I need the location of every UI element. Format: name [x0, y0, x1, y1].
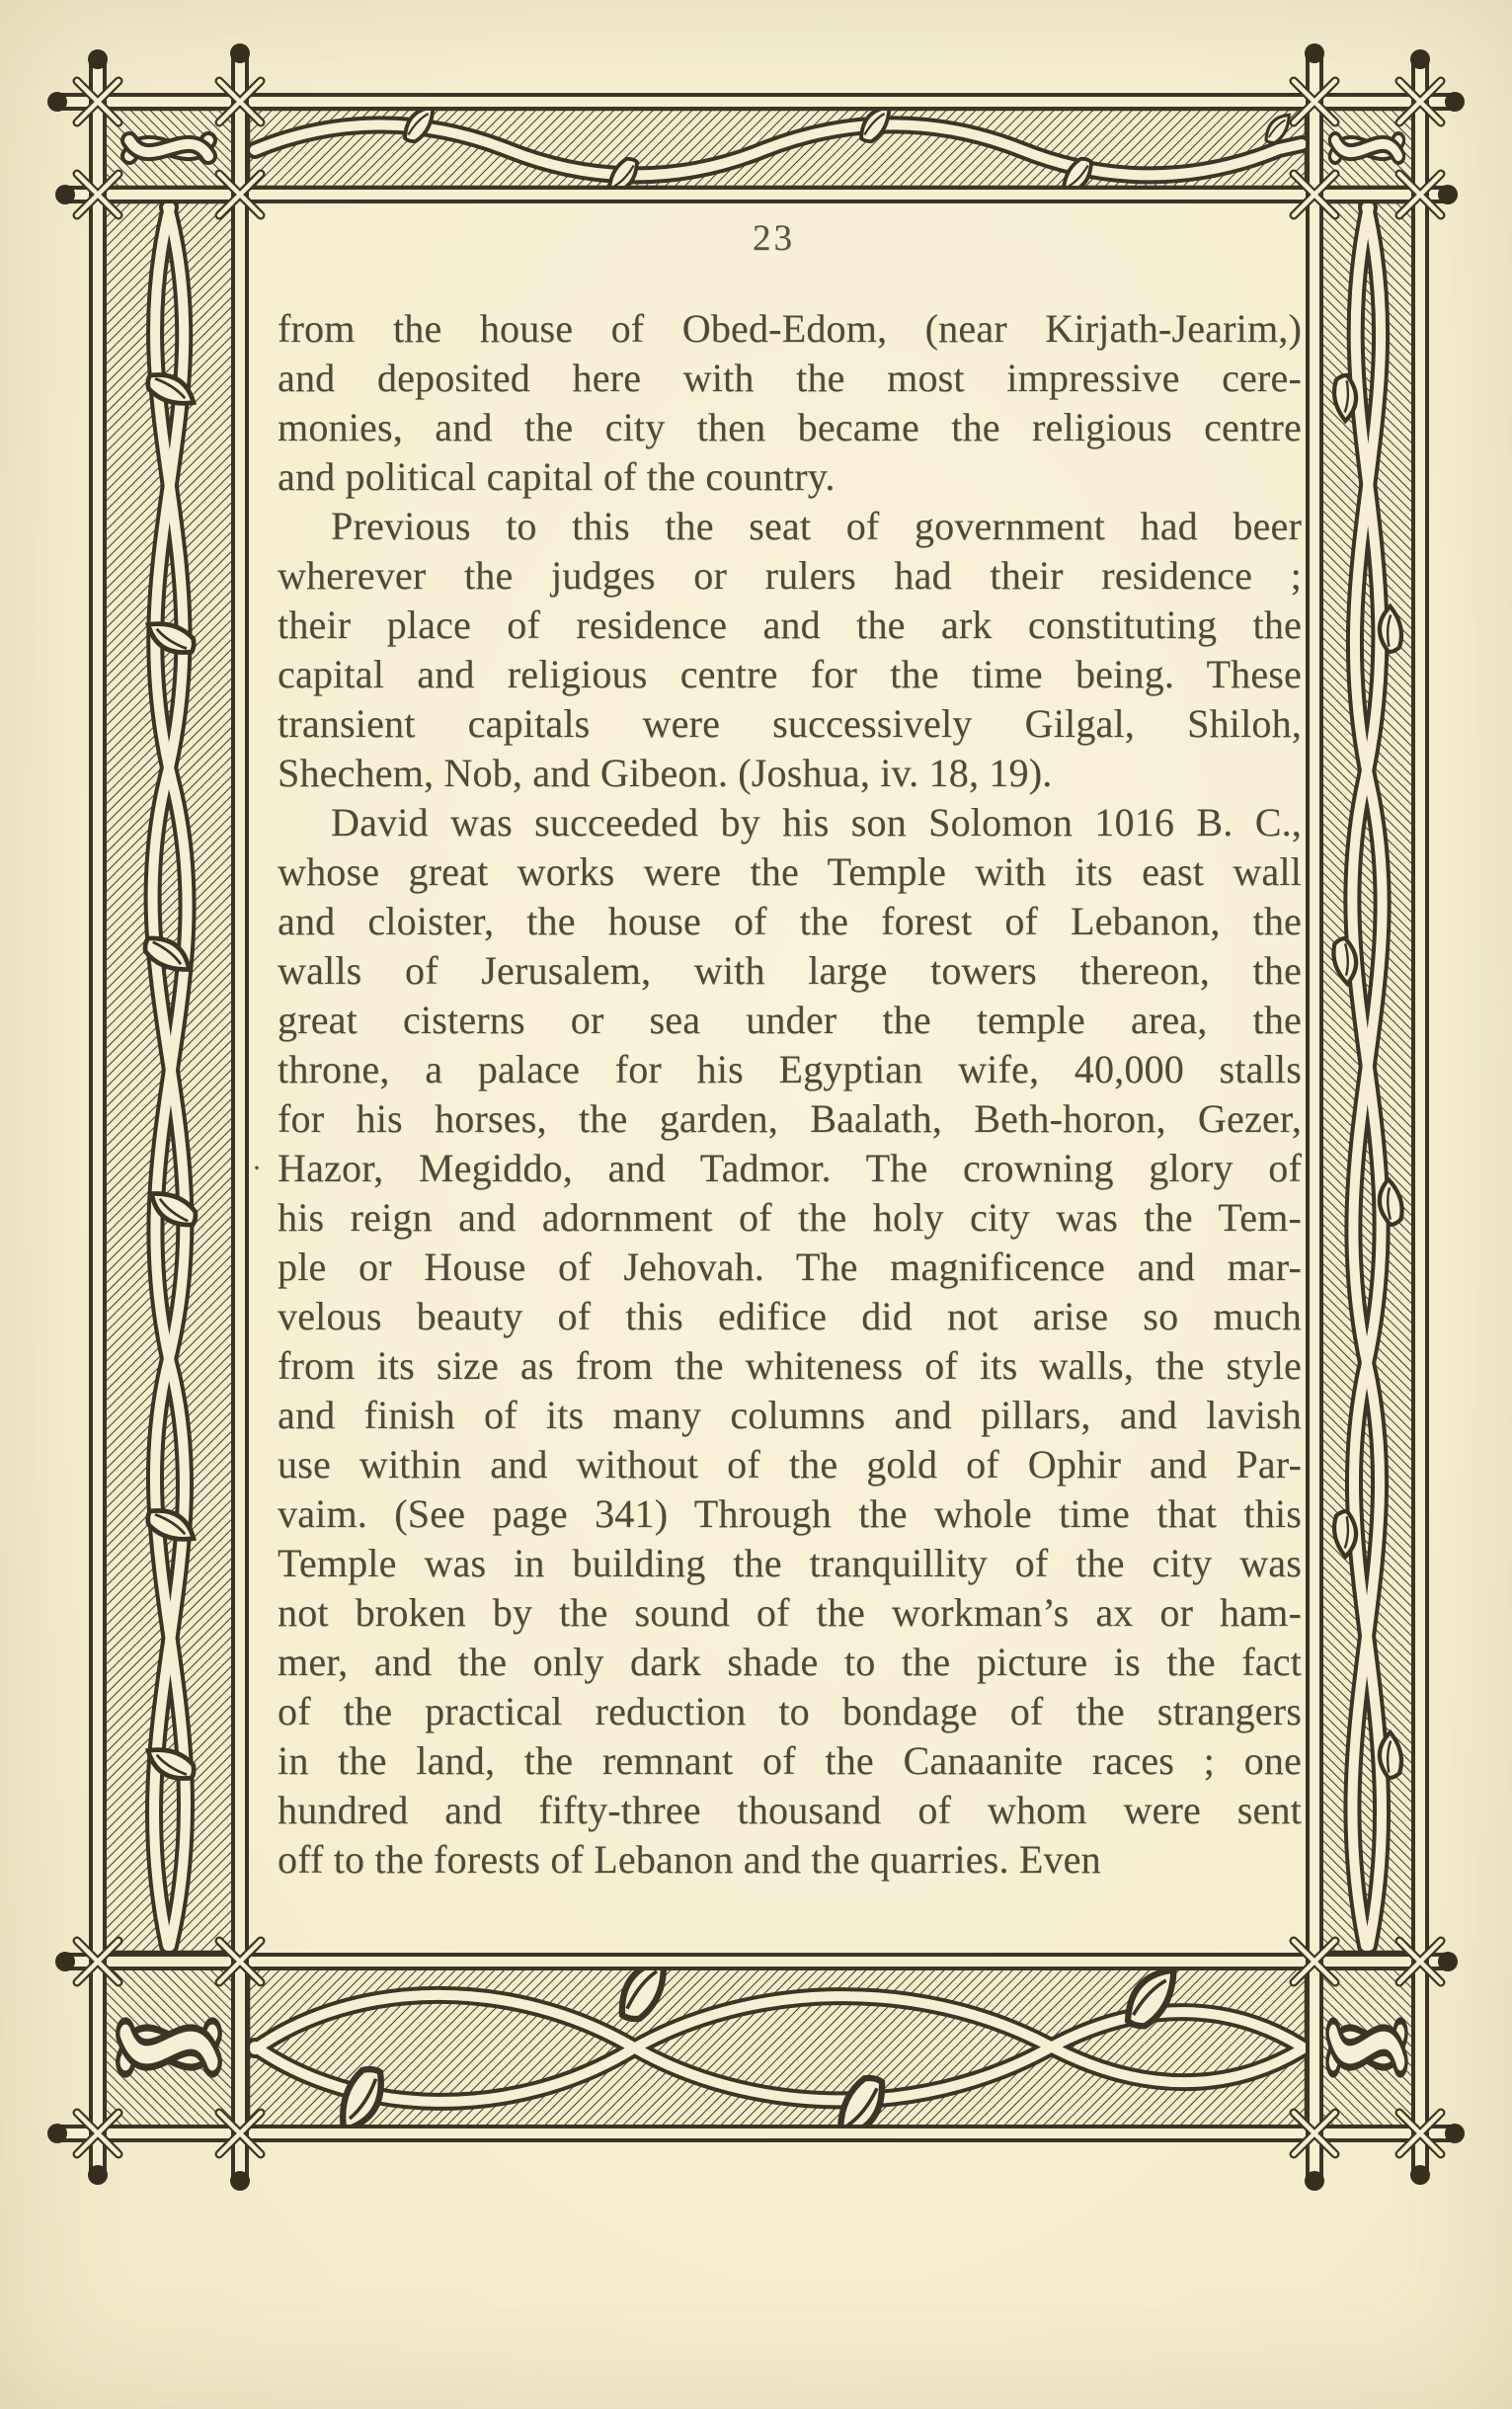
text-line: use within and without of the gold of Ophir and Par-	[278, 1442, 1302, 1486]
text-line: not broken by the sound of the workman’s ax or ham-	[278, 1590, 1302, 1635]
text-line: hundred and fifty-three thousand of whom were sent	[278, 1788, 1302, 1832]
text-line: · Hazor, Megiddo, and Tadmor. The crowning glory of	[278, 1144, 1302, 1193]
text-line: great cisterns or sea under the temple area, the	[278, 998, 1302, 1042]
text-line: ple or House of Jehovah. The magnificence and mar-	[278, 1245, 1302, 1289]
text-line: vaim. (See page 341) Through the whole time that this	[278, 1491, 1302, 1536]
text-line: their place of residence and the ark constituting the	[278, 602, 1302, 647]
text-line: from its size as from the whiteness of its walls, the style	[278, 1343, 1302, 1388]
text-line: Temple was in building the tranquillity of the city was	[278, 1541, 1302, 1585]
text-line: mer, and the only dark shade to the picture is the fact	[278, 1640, 1302, 1684]
text-line: transient capitals were successively Gilgal, Shiloh,	[278, 701, 1302, 746]
margin-mark: ·	[252, 1152, 263, 1184]
text-line: whose great works were the Temple with its east wall	[278, 849, 1302, 894]
text-line: capital and religious centre for the time being. These	[278, 652, 1302, 696]
page-number: 23	[753, 218, 795, 259]
text-line: of the practical reduction to bondage of the strangers	[278, 1689, 1302, 1733]
body-text	[252, 304, 1302, 1885]
text-line: wherever the judges or rulers had their residence ;	[278, 553, 1302, 598]
text-line: and deposited here with the most impressive cere-	[278, 356, 1302, 400]
text-line: throne, a palace for his Egyptian wife, 40,000 stalls	[278, 1047, 1302, 1091]
text-line: Previous to this the seat of government had beer	[331, 504, 1302, 548]
text-line: and political capital of the country.	[278, 454, 836, 499]
text-line: Shechem, Nob, and Gibeon. (Joshua, iv. 18, 19).	[278, 751, 1053, 795]
text-line: from the house of Obed-Edom, (near Kirjath-Jearim,)	[278, 306, 1302, 351]
text-line: and cloister, the house of the forest of Lebanon, the	[278, 899, 1302, 943]
text-line: monies, and the city then became the religious centre	[278, 405, 1302, 449]
text-line: in the land, the remnant of the Canaanite races ; one	[278, 1738, 1302, 1783]
text-line: and finish of its many columns and pillars, and lavish	[278, 1393, 1302, 1437]
text-line: David was succeeded by his son Solomon 1016 B. C.,	[331, 800, 1302, 844]
text-line: his reign and adornment of the holy city was the Tem-	[278, 1195, 1302, 1240]
text-line: velous beauty of this edifice did not arise so much	[278, 1294, 1302, 1338]
text-line: for his horses, the garden, Baalath, Beth-horon, Gezer,	[278, 1096, 1302, 1141]
text-line: off to the forests of Lebanon and the quarries. Even	[278, 1837, 1101, 1882]
text-line: walls of Jerusalem, with large towers thereon, the	[278, 948, 1302, 993]
